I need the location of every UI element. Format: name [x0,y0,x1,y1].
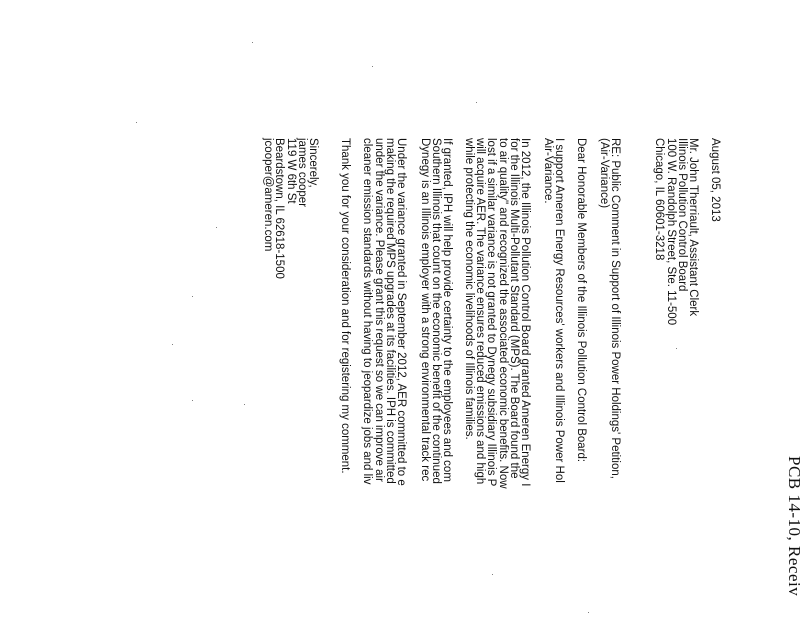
paragraph-line: In 2012, the Illinois Pollution Control Board granted Ameren Energy I [519,138,531,487]
paragraph-line: will acquire AER. The variance ensures reduced emissions and high [474,138,487,485]
paragraph-line: Under the variance granted in September 2012, AER committed to e [395,138,407,486]
signature-line: 119 W 6th St [284,138,297,204]
scan-speck [192,400,193,401]
paragraph-line: under the variance. Please grant this request so we can improve air [372,138,385,482]
salutation [575,138,586,462]
scan-speck [252,42,253,43]
paragraph-line: Dynegy is an Illinois employer with a strong environmental track rec [418,138,431,482]
paragraph-variance [361,138,406,486]
paragraph-line: Southern Illinois that count on the economic benefit of the continued [429,138,442,484]
letter-date [709,138,720,222]
scan-speck [476,102,477,103]
scan-speck [172,344,173,345]
date-line: August 05, 2013 [709,138,721,222]
signature-block [262,138,318,279]
paragraph-line: If granted, IPH will help provide certainty to the employees and com [441,138,453,482]
paragraph-line: to air quality" and recognized the associated economic benefits. Now [496,138,509,489]
paragraph-line: Air-Variance. [541,138,554,204]
paragraph-line: I support Ameren Energy Resources' workers and Illinois Power Hol [553,138,565,483]
paragraph-support [542,138,564,483]
thank-you-text: Thank you for your consideration and for registering my comment. [339,138,351,474]
salutation-text: Dear Honorable Members of the Illinois Pollution Control Board: [575,138,587,463]
paragraph-line: while protecting the economic livelihoods of Illinois families. [463,138,476,440]
subject-line-text: (Air-Variance) [597,138,610,209]
scan-speck [192,296,193,297]
paragraph-history [463,138,530,489]
signature-line: james cooper [295,138,308,208]
recipient-line: 100 W. Randolph Street, Ste. 11-500 [664,138,677,326]
scan-speck [588,612,589,613]
scan-speck [676,348,677,349]
scan-speck [492,574,493,575]
paragraph-line: for the Illinois Multi-Pollutant Standard (MPS). The Board found the [507,138,520,479]
paragraph-line: lost if a similar variance is not granted to Dynegy subsidiary Illinois P [485,138,498,487]
signature-email: jcooper@ameren.com [262,138,275,252]
signature-line: Beardstown, IL 62618-1500 [273,138,286,279]
subject-line [598,138,620,479]
thank-you [339,138,350,474]
paragraph-certainty [418,138,452,484]
paragraph-line: cleaner emission standards without having to jeopardize jobs and liv [361,138,374,485]
filing-stamp: PCB 14-10, Receiv [785,456,804,597]
subject-line-text: RE: Public Comment in Support of Illinois Power Holdings' Petition, [609,138,621,479]
scan-speck [136,122,137,123]
paragraph-line: making the required MPS upgrades at its facilities. IPH is committed [383,138,396,484]
scan-speck [244,404,245,405]
recipient-line: Illinois Pollution Control Board [675,138,688,292]
scan-speck [372,66,373,67]
recipient-line: Chicago, IL 60601-3218 [653,138,666,261]
recipient-address [653,138,698,325]
scan-speck [216,227,217,228]
closing-text: Sincerely, [307,138,319,188]
recipient-line: Mr. John Therriault, Assistant Clerk [687,138,699,317]
